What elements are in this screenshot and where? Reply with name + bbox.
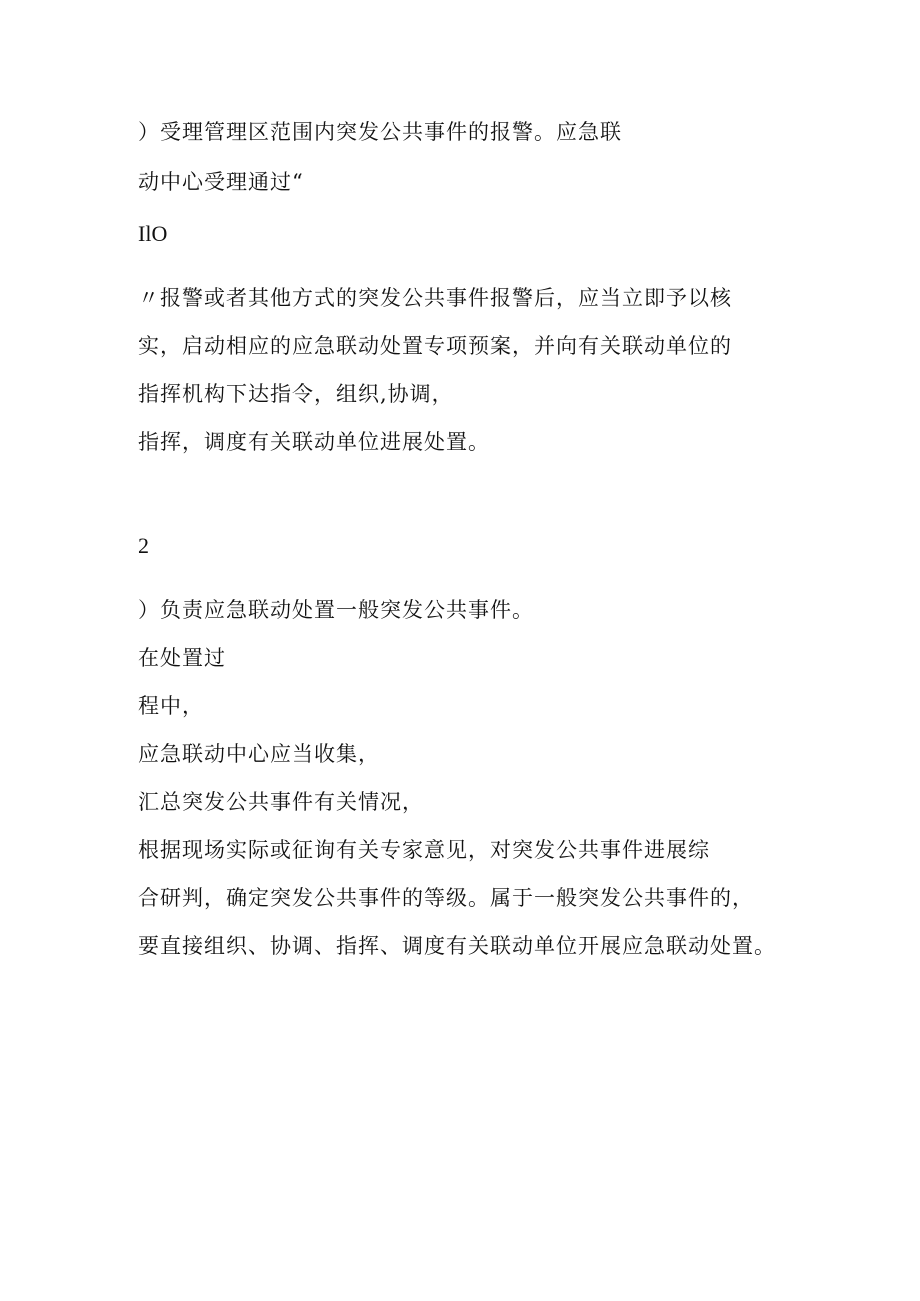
text-line: 指挥机构下达指令，组织,协调， — [138, 382, 454, 406]
text-line: 合研判，确定突发公共事件的等级。属于一般突发公共事件的， — [138, 886, 754, 910]
text-line: 实，启动相应的应急联动处置专项预案，并向有关联动单位的 — [138, 334, 732, 358]
text-line: ）负责应急联动处置一般突发公共事件。 — [138, 598, 534, 622]
text-line: ）受理管理区范围内突发公共事件的报警。应急联 — [138, 120, 622, 144]
text-line: 指挥，调度有关联动单位进展处置。 — [138, 430, 490, 454]
text-line: 程中， — [138, 694, 204, 718]
text-line: 汇总突发公共事件有关情况， — [138, 790, 424, 814]
text-line: 根据现场实际或征询有关专家意见，对突发公共事件进展综 — [138, 838, 710, 862]
text-line: IlO — [138, 221, 168, 246]
text-line: 动中心受理通过“ — [138, 170, 304, 194]
text-line: 在处置过 — [138, 646, 226, 670]
text-line: 〃报警或者其他方式的突发公共事件报警后，应当立即予以核 — [138, 286, 732, 310]
text-line: 要直接组织、协调、指挥、调度有关联动单位开展应急联动处置。 — [138, 934, 776, 958]
section-number: 2 — [138, 533, 149, 558]
text-line: 应急联动中心应当收集， — [138, 742, 380, 766]
